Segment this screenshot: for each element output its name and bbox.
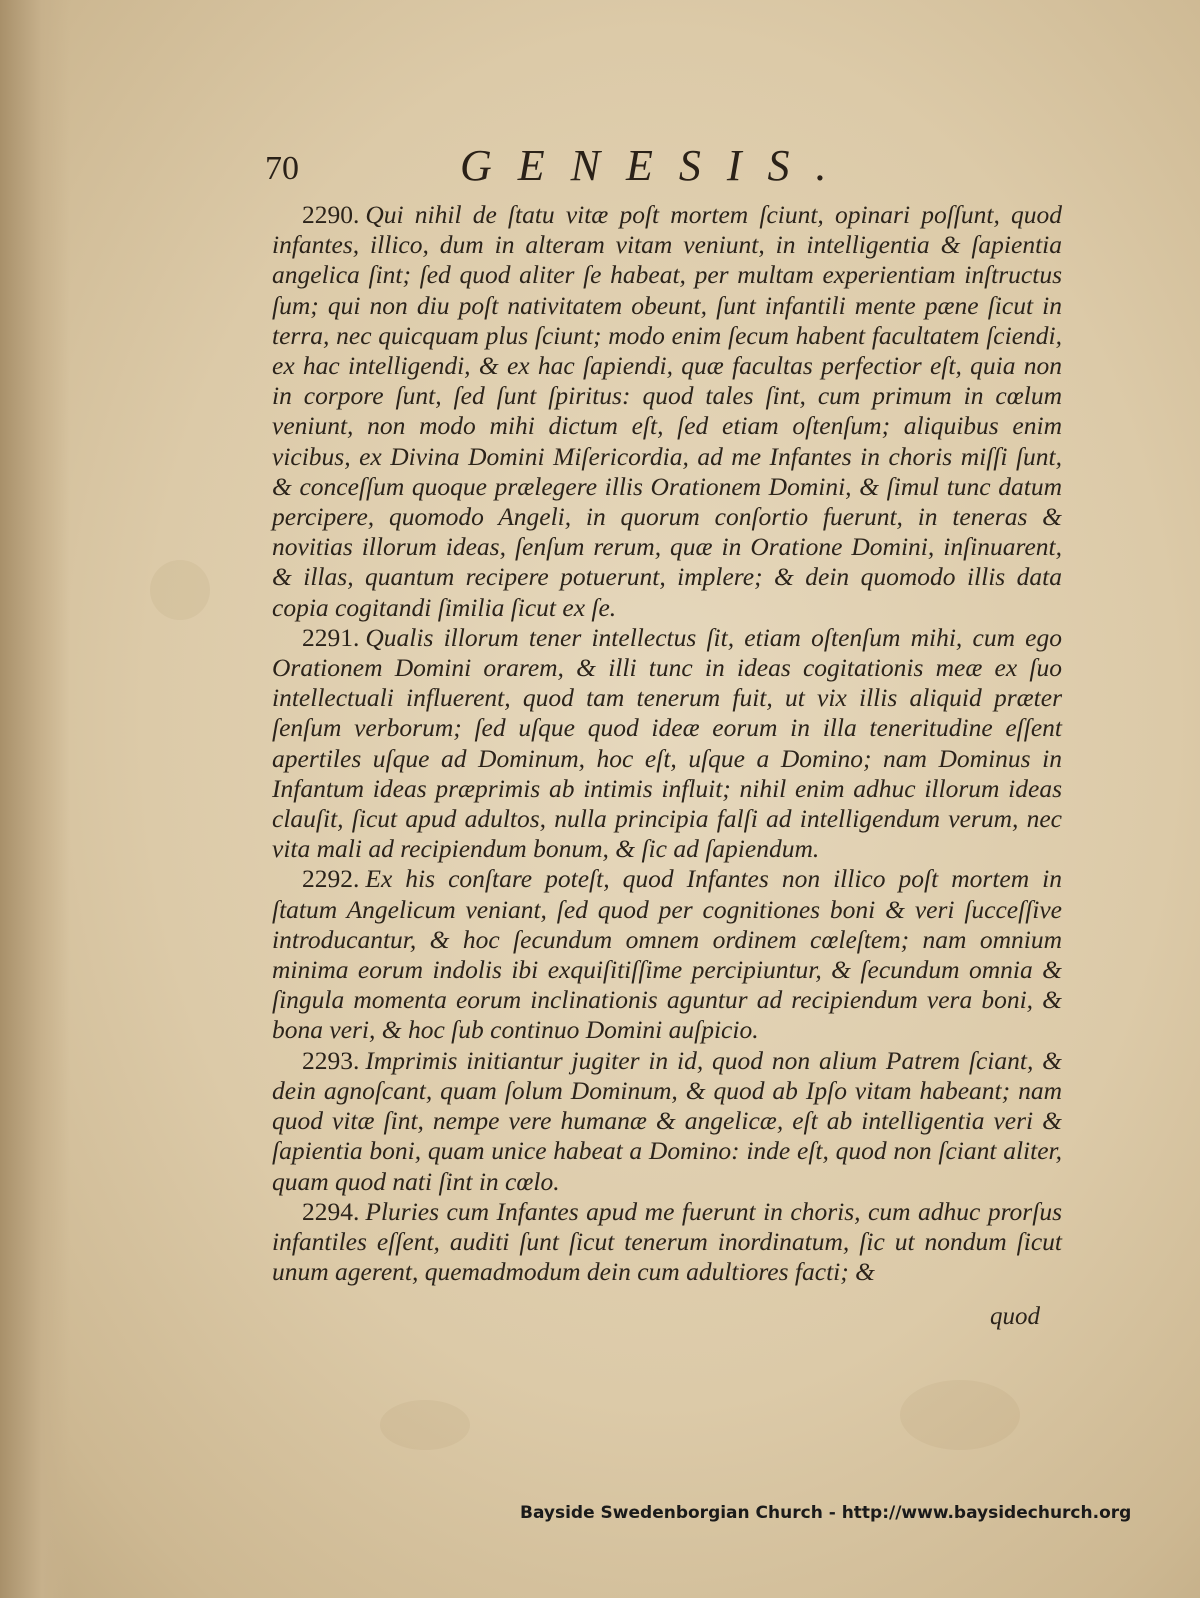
paragraph-2294	[272, 1197, 1062, 1288]
paper-stain	[900, 1380, 1020, 1450]
paragraph-number: 2294.	[302, 1196, 360, 1226]
paper-stain	[150, 560, 210, 620]
footer-credit: Bayside Swedenborgian Church - http://www.baysidechurch.org	[520, 1503, 1132, 1523]
paragraph-text: Pluries cum Infantes apud me fuerunt in choris, cum adhuc prorſus infantiles eſſent, auditi ſunt ſicut tenerum inordinatum, ſic ut nondum ſicut unum agerent, quemadmodum dein cum adultiores facti; &	[272, 1196, 1062, 1287]
paragraph-text: Ex his conſtare poteſt, quod Infantes non illico poſt mortem in ſtatum Angelicum veniant, ſed quod per cognitiones boni & veri ſucceſſive introducantur, & hoc ſecundum omnem ordinem cœleſtem; nam omnium minima eorum indolis ibi exquiſitiſſime percipiuntur, & ſecundum omnia & ſingula momenta eorum inclinationis aguntur ad recipiendum vera boni, & bona veri, & hoc ſub continuo Domini auſpicio.	[272, 864, 1062, 1045]
paragraph-number: 2291.	[302, 622, 360, 652]
body-text	[272, 200, 1062, 1287]
paragraph-2291	[272, 623, 1062, 865]
paragraph-text: Imprimis initiantur jugiter in id, quod non alium Patrem ſciant, & dein agnoſcant, quam ſolum Dominum, & quod ab Ipſo vitam habeant; nam quod vitæ ſint, nempe vere humanæ & angelicæ, eſt ab intelligentia veri & ſapientia boni, quam unice habeat a Domino: inde eſt, quod non ſciant aliter, quam quod nati ſint in cœlo.	[272, 1045, 1062, 1196]
paragraph-2293	[272, 1046, 1062, 1197]
paragraph-2292	[272, 864, 1062, 1045]
running-title: GENESIS.	[460, 141, 853, 190]
page-header	[265, 140, 1065, 200]
book-gutter-shadow	[0, 0, 70, 1598]
paragraph-number: 2292.	[302, 864, 360, 894]
paragraph-number: 2293.	[302, 1045, 360, 1075]
paragraph-text: Qualis illorum tener intellectus ſit, etiam oſtenſum mihi, cum ego Orationem Domini orarem, & illi tunc in ideas cogitationis meæ ex ſuo intellectuali influerent, quod tam tenerum fuit, ut vix illis aliquid præter ſenſum verborum; ſed uſque quod ideæ eorum in illa teneritudine eſſent apertiles uſque ad Dominum, hoc eſt, uſque a Domino; nam Dominus in Infantum ideas præprimis ab intimis influit; nihil enim adhuc illorum ideas clauſit, ſicut apud adultos, nulla principia falſi ad intelligendum verum, nec vita mali ad recipiendum bonum, & ſic ad ſapiendum.	[272, 622, 1062, 864]
paper-stain	[380, 1400, 470, 1450]
paragraph-2290	[272, 200, 1062, 623]
page-number: 70	[265, 150, 299, 187]
paragraph-number: 2290.	[302, 200, 360, 229]
catchword: quod	[990, 1303, 1040, 1330]
paragraph-text: Qui nihil de ſtatu vitæ poſt mortem ſciunt, opinari poſſunt, quod infantes, illico, dum in alteram vitam veniunt, in intelligentia & ſapientia angelica ſint; ſed quod aliter ſe habeat, per multam experientiam inſtructus ſum; qui non diu poſt nativitatem obeunt, ſunt infantili mente pæne ſicut in terra, nec quicquam plus ſciunt; modo enim ſecum habent facultatem ſciendi, ex hac intelligendi, & ex hac ſapiendi, quæ facultas perfectior eſt, quia non in corpore ſunt, ſed ſunt ſpiritus: quod tales ſint, cum primum in cœlum veniunt, non modo mihi dictum eſt, ſed etiam oſtenſum; aliquibus enim vicibus, ex Divina Domini Miſericordia, ad me Infantes in choris miſſi ſunt, & conceſſum quoque prælegere illis Orationem Domini, & ſimul tunc datum percipere, quomodo Angeli, in quorum conſortio fuerunt, in teneras & novitias illorum ideas, ſenſum rerum, quæ in Oratione Domini, inſinuarent, & illas, quantum recipere potuerunt, implere; & dein quomodo illis data copia cogitandi ſimilia ſicut ex ſe.	[272, 200, 1062, 622]
